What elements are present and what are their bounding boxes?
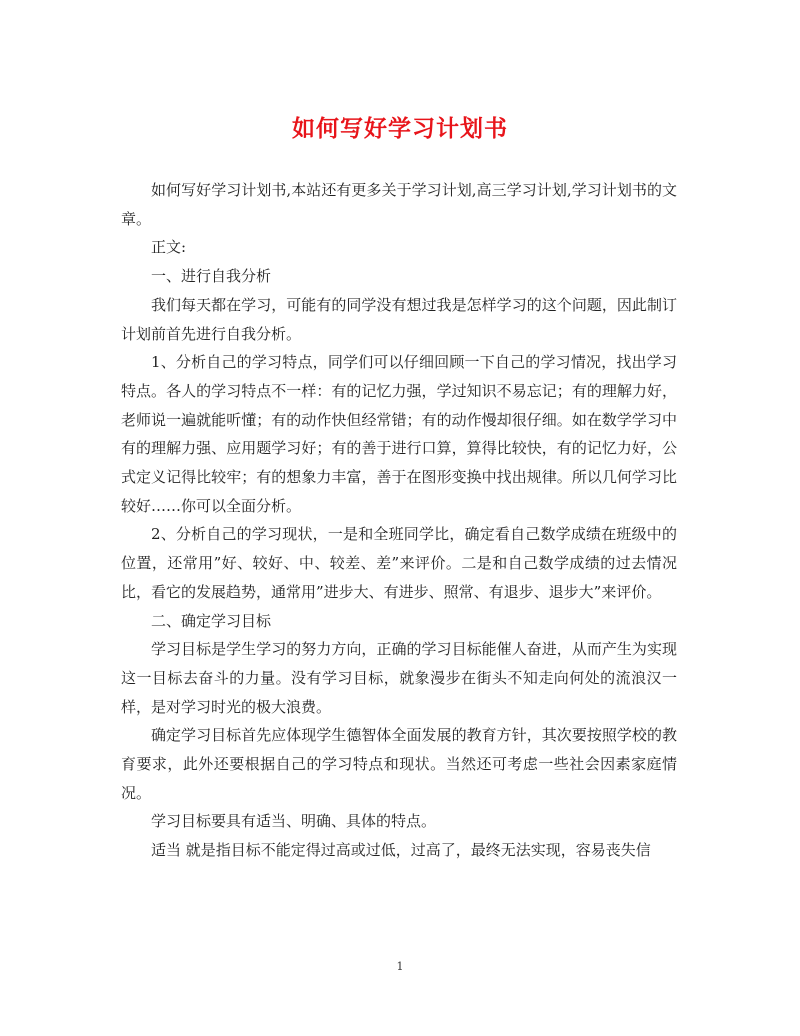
body-paragraph: 正文:	[151, 238, 187, 257]
body-paragraph: 确定学习目标首先应体现学生德智体全面发展的教育方针，其次要按照学校的教育要求，此外还要根据自己的学习特点和现状。当然还可考虑一些社会因素家庭情况。	[121, 726, 677, 802]
body-paragraph: 如何写好学习计划书,本站还有更多关于学习计划,高三学习计划,学习计划书的文章。	[121, 181, 677, 228]
document-body	[121, 176, 677, 865]
section-heading: 二、确定学习目标	[151, 611, 272, 630]
body-paragraph: 我们每天都在学习，可能有的同学没有想过我是怎样学习的这个问题，因此制订计划前首先进行自我分析。	[121, 295, 677, 343]
body-paragraph: 1、分析自己的学习特点，同学们可以仔细回顾一下自己的学习情况，找出学习特点。各人的学习特点不一样：有的记忆力强，学过知识不易忘记；有的理解力好，老师说一遍就能听懂；有的动作快但经常错；有的动作慢却很仔细。如在数学学习中有的理解力强、应用题学习好；有的善于进行口算，算得比较快，有的记忆力好，公式定义记得比较牢；有的想象力丰富，善于在图形变换中找出规律。所以几何学习比较好……你可以全面分析。	[121, 353, 677, 515]
body-paragraph: 学习目标是学生学习的努力方向，正确的学习目标能催人奋进，从而产生为实现这一目标去奋斗的力量。没有学习目标，就象漫步在街头不知走向何处的流浪汉一样，是对学习时光的极大浪费。	[121, 640, 677, 716]
body-paragraph: 2、分析自己的学习现状，一是和全班同学比，确定看自己数学成绩在班级中的位置，还常用”好、较好、中、较差、差”来评价。二是和自己数学成绩的过去情况比，看它的发展趋势，通常用”进步大、有进步、照常、有退步、退步大”来评价。	[121, 525, 677, 601]
document-title: 如何写好学习计划书	[292, 115, 508, 142]
body-paragraph: 学习目标要具有适当、明确、具体的特点。	[151, 812, 437, 831]
page-number: 1	[396, 960, 404, 973]
section-heading: 一、进行自我分析	[151, 267, 272, 286]
body-paragraph: 适当 就是指目标不能定得过高或过低，过高了，最终无法实现，容易丧失信	[151, 841, 651, 860]
